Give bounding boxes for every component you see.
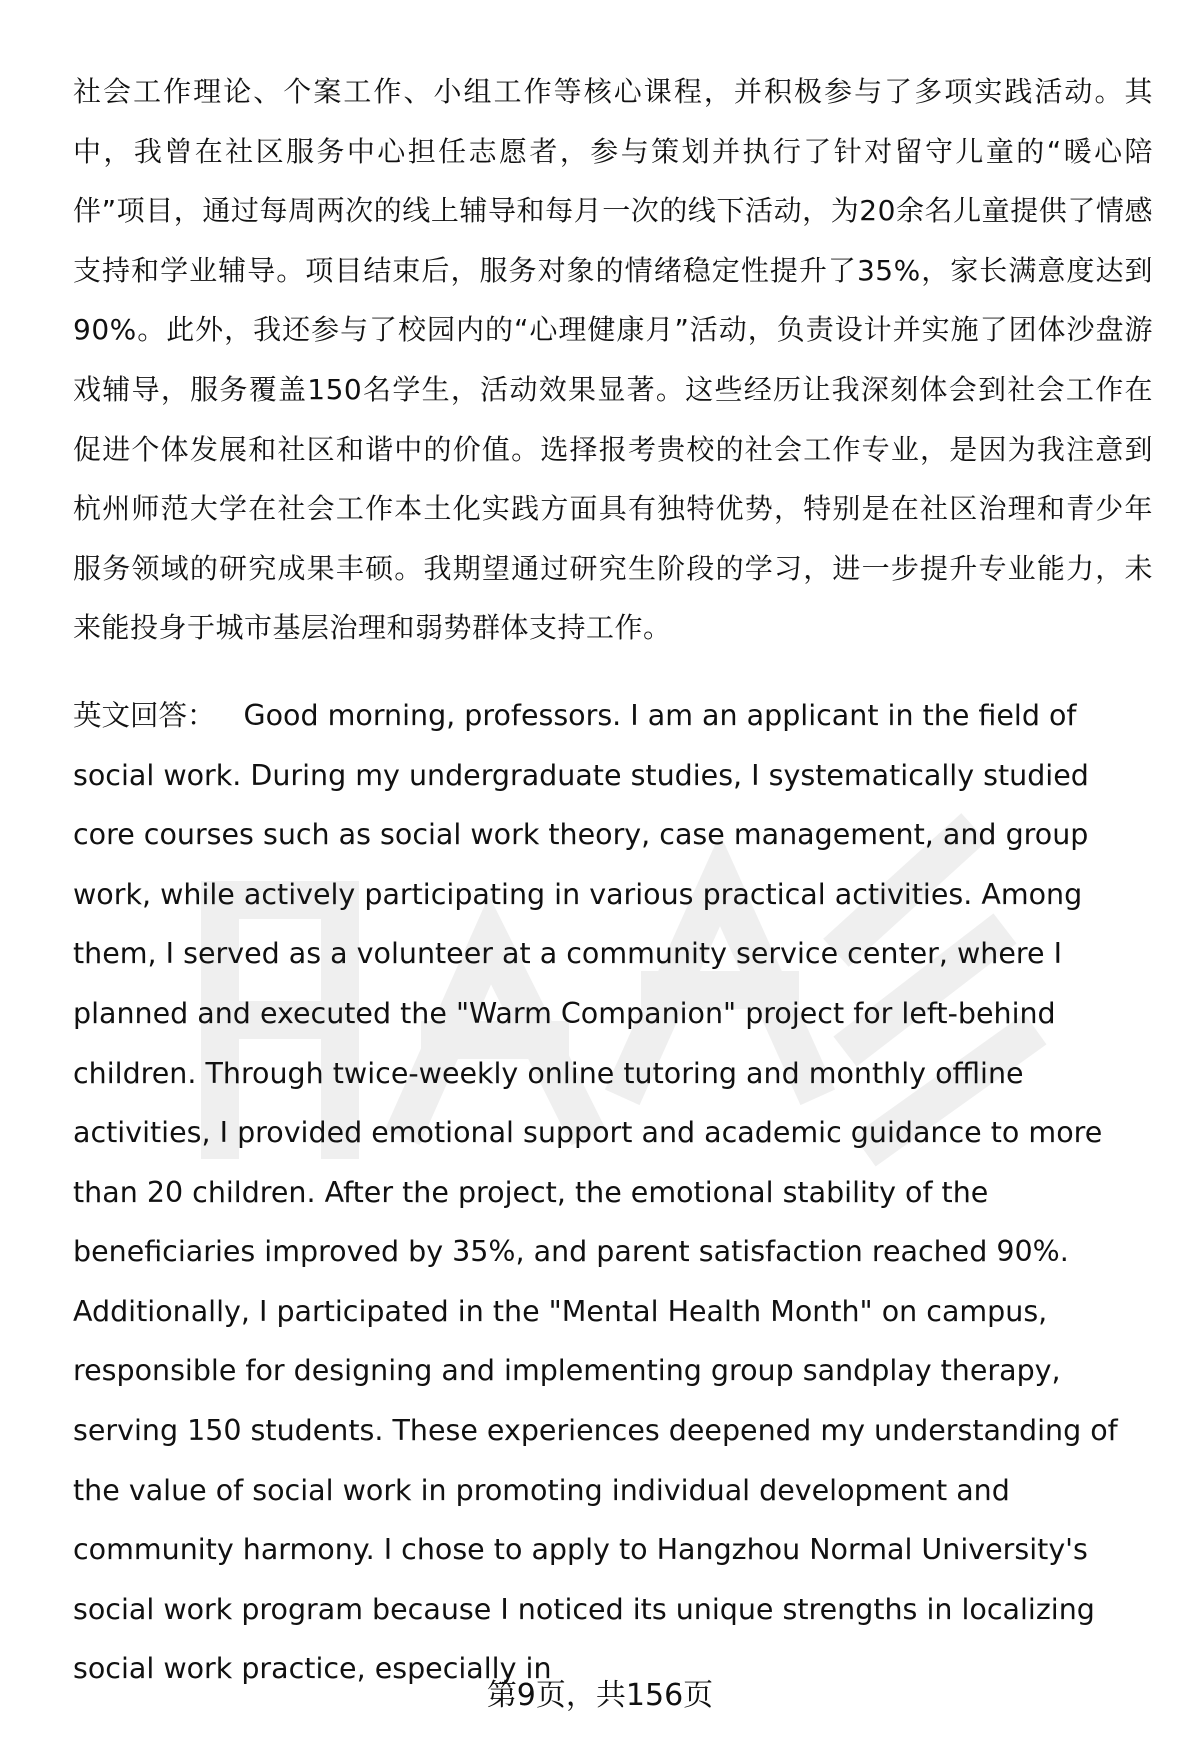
main-content (73, 62, 1153, 1699)
english-answer-label: 英文回答： (73, 698, 216, 732)
chinese-paragraph: 社会工作理论、个案工作、小组工作等核心课程，并积极参与了多项实践活动。其中，我曾在社区服务中心担任志愿者，参与策划并执行了针对留守儿童的“暖心陪伴”项目，通过每周两次的线上辅导和每月一次的线下活动，为20余名儿童提供了情感支持和学业辅导。项目结束后，服务对象的情绪稳定性提升了35%，家长满意度达到90%。此外，我还参与了校园内的“心理健康月”活动，负责设计并实施了团体沙盘游戏辅导，服务覆盖150名学生，活动效果显著。这些经历让我深刻体会到社会工作在促进个体发展和社区和谐中的价值。选择报考贵校的社会工作专业，是因为我注意到杭州师范大学在社会工作本土化实践方面具有独特优势，特别是在社区治理和青少年服务领域的研究成果丰硕。我期望通过研究生阶段的学习，进一步提升专业能力，未来能投身于城市基层治理和弱势群体支持工作。 (73, 75, 1153, 645)
page-number-footer: 第9页，共156页 (486, 1678, 714, 1713)
english-paragraph (73, 686, 1153, 1699)
english-answer-text: Good morning, professors. I am an applicant in the field of social work. During my undergraduate studies, I systematically studied core courses such as social work theory, case management, and group work, while actively participating in various practical activities. Among them, I served as a volunteer at a community service center, where I planned and executed the "Warm Companion" project for left-behind children. Through twice-weekly online tutoring and monthly offline activities, I provided emotional support and academic guidance to more than 20 children. After the project, the emotional stability of the beneficiaries improved by 35%, and parent satisfaction reached 90%. Additionally, I participated in the "Mental Health Month" on campus, responsible for designing and implementing group sandplay therapy, serving 150 students. These experiences deepened my understanding of the value of social work in promoting individual development and community harmony. I chose to apply to Hangzhou Normal University's social work program because I noticed its unique strengths in localizing social work practice, especially in (73, 698, 1118, 1686)
